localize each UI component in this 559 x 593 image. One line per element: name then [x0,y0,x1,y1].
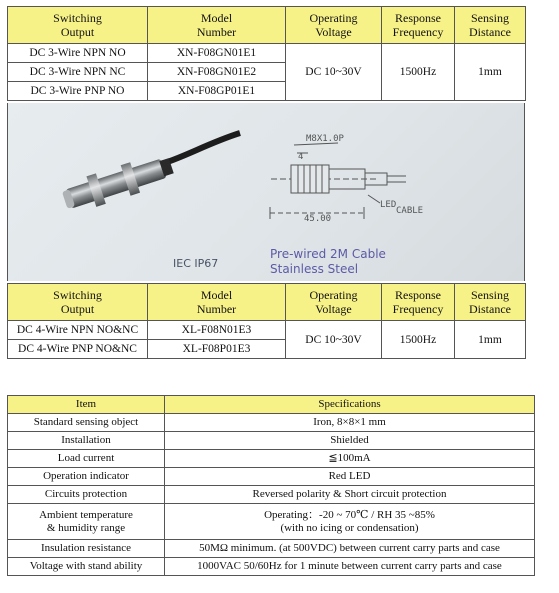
model-number-cell: XL-F08N01E3 [148,321,286,340]
switching-output-cell: DC 3-Wire NPN NO [8,44,148,63]
table-row [8,450,535,468]
specifications-table [7,395,535,576]
operating-voltage-cell: DC 10~30V [286,321,382,359]
sensing-distance-cell: 1mm [455,44,526,101]
spec-value-cell: Shielded [165,432,535,450]
length-dimension-label: 45.00 [304,214,332,224]
switching-output-cell: DC 3-Wire PNP NO [8,82,148,101]
operating-voltage-cell: DC 10~30V [286,44,382,101]
header-operating-voltage: Operating Voltage [286,284,382,321]
header-switching-output: Switching Output [8,284,148,321]
switching-output-cell: DC 4-Wire PNP NO&NC [8,340,148,359]
table-header-row [8,396,535,414]
response-frequency-cell: 1500Hz [382,321,455,359]
spec-item-cell: Ambient temperature & humidity range [8,504,165,540]
spec-item-cell: Voltage with stand ability [8,558,165,576]
cable-label: CABLE [396,206,424,216]
model-number-cell: XL-F08P01E3 [148,340,286,359]
header-response-frequency: Response Frequency [382,284,455,321]
product-image-panel [7,103,525,281]
sensor-barrel [60,150,176,215]
table-row [8,321,526,340]
sensor-cable [158,133,240,165]
switching-output-cell: DC 4-Wire NPN NO&NC [8,321,148,340]
model-number-cell: XN-F08GN01E2 [148,63,286,82]
table-row [8,540,535,558]
header-sensing-distance: Sensing Distance [455,284,526,321]
header-specifications: Specifications [165,396,535,414]
spec-value-cell: Reversed polarity & Short circuit protection [165,486,535,504]
led-label: LED [380,200,397,210]
header-model-number: Model Number [148,7,286,44]
header-response-frequency: Response Frequency [382,7,455,44]
header-sensing-distance: Sensing Distance [455,7,526,44]
model-table-4wire [7,283,526,359]
table-row [8,468,535,486]
spec-item-cell: Operation indicator [8,468,165,486]
spec-item-cell: Installation [8,432,165,450]
thread-dimension-label: M8X1.0P [306,134,344,144]
dimension-4-label: 4 [298,152,304,162]
spec-item-cell: Load current [8,450,165,468]
spec-item-cell: Insulation resistance [8,540,165,558]
sensor-illustration [8,103,525,281]
ip-rating-caption: IEC IP67 [173,257,219,270]
header-operating-voltage: Operating Voltage [286,7,382,44]
table-row [8,504,535,540]
header-switching-output: Switching Output [8,7,148,44]
cable-caption-line1: Pre-wired 2M Cable [270,247,386,261]
spec-value-cell: 1000VAC 50/60Hz for 1 minute between current carry parts and case [165,558,535,576]
cable-caption [270,247,386,277]
switching-output-cell: DC 3-Wire NPN NC [8,63,148,82]
table-row [8,432,535,450]
table-row [8,414,535,432]
table-row [8,486,535,504]
spec-value-cell: Red LED [165,468,535,486]
spec-item-cell: Circuits protection [8,486,165,504]
sensing-distance-cell: 1mm [455,321,526,359]
spec-value-cell: Iron, 8×8×1 mm [165,414,535,432]
table-row [8,558,535,576]
spec-value-cell: 50MΩ minimum. (at 500VDC) between current carry parts and case [165,540,535,558]
cable-caption-line2: Stainless Steel [270,262,359,276]
header-model-number: Model Number [148,284,286,321]
response-frequency-cell: 1500Hz [382,44,455,101]
table-header-row [8,7,526,44]
spec-item-cell: Standard sensing object [8,414,165,432]
spec-value-cell: Operating：-20 ~ 70℃ / RH 35 ~85% (with no icing or condensation) [165,504,535,540]
model-number-cell: XN-F08GP01E1 [148,82,286,101]
table-row [8,44,526,63]
table-header-row [8,284,526,321]
spec-value-cell: ≦100mA [165,450,535,468]
model-table-3wire [7,6,526,101]
model-number-cell: XN-F08GN01E1 [148,44,286,63]
header-item: Item [8,396,165,414]
